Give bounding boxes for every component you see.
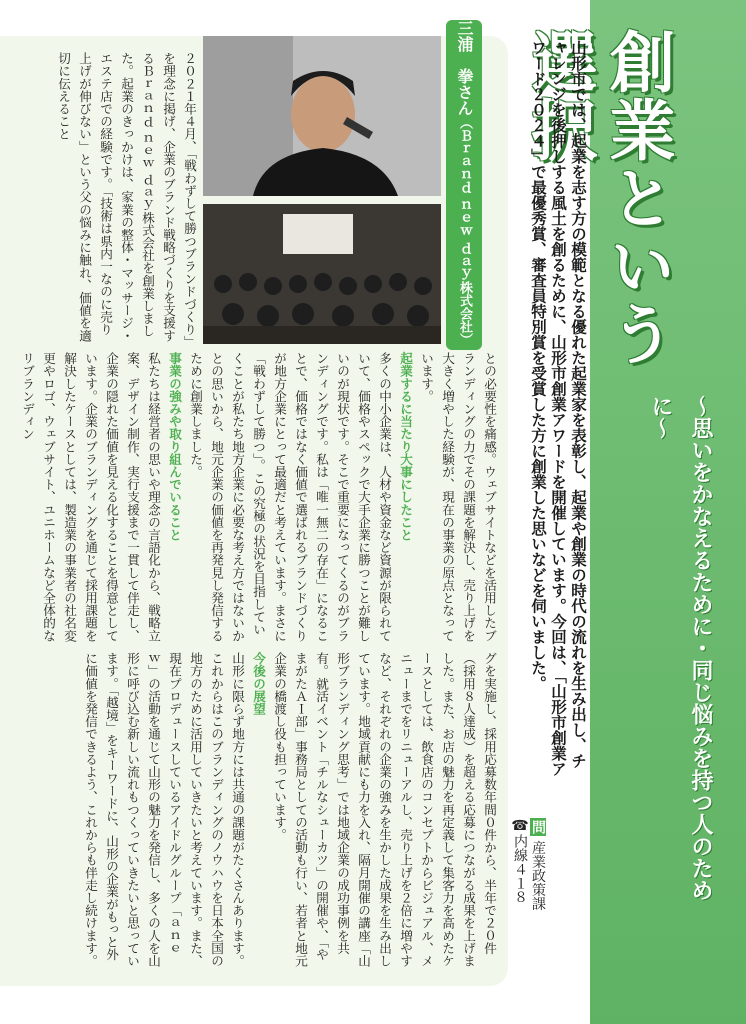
- col2-text-a: との必要性を痛感。ウェブサイトなどを活用したブランディングの力でその課題を解決し、売り上げを大きく増やした経験が、現在の事業の原点となっています。: [419, 352, 497, 642]
- section-heading-2: 事業の強みや取り組んでいること: [167, 352, 182, 541]
- body-column-2: [10, 352, 500, 642]
- contact-info: [512, 818, 547, 998]
- col2-text-b: 多くの中小企業は、人材や資金など資源が限られていて、価格やスペックで大手企業に勝つことが難しいのが現状です。そこで重要になってくるのがブランディングです。私は「唯一無二の存在」になることで、価格ではなく価値で選ばれるブランドづくりが地方企業にとって最適だと考えています。まさに「戦わずして勝つ」。この究極の状況を目指していくことが私たち地方企業に必要な考え方ではないかとの思いから、地元企業の価値を再発見し発信するために創業しました。: [188, 352, 392, 642]
- page-subtitle: ～思いをかなえるために・同じ悩みを持つ人のために～: [648, 395, 713, 901]
- profile-name: 三浦 拳さん: [455, 20, 474, 116]
- contact-badge: 問: [530, 820, 546, 834]
- col3-text-a: グを実施し、採用応募数年間０件から、半年で２０件（採用８人達成）を超える応募につながる成果を上げました。また、お店の魅力を再定義して集客力を高めたケースとしては、飲食店のコンセプトからビジュアル、メニューまでをリニューアルし、売り上げを２倍に増やすなど、それぞれの企業の強みを生かした成果を生み出しています。地域貢献にも力を入れ、隔月開催の講座「山形ブランディング思考」では地域企業の成功事例を共有。就活イベント「チルなシューカツ」の開催や、「やまがたＡＩ部」事務局としての活動も行い、若者と地元企業の橋渡し役も担っています。: [272, 652, 497, 967]
- contact-department: 産業政策課: [530, 840, 546, 911]
- seminar-photo: [203, 204, 441, 344]
- lead-text: 山形市では、起業を志す方の模範となる優れた起業家を表彰し、起業や創業の時代の流れを生み出し、チャレンジを後押しする風土を創るために、山形市創業アワードを開催しています。今回は、「山形市創業アワード２０２４」で最優秀賞、審査員特別賞を受賞した方に創業した思いなどを伺いました。: [529, 40, 587, 777]
- body-column-3: [10, 652, 500, 972]
- col2-text-c: 私たちは経営者の思いや理念の言語化から、戦略立案、デザイン制作、実行支援まで一貫して伴走し、企業の隠れた価値を見える化することを得意としています。企業のブランディングを通じて採用課題を解決したケースとしては、製造業の事業者の社名変更やロゴ、ウェブサイト、ユニホームなど全体的なリブランディン: [20, 352, 161, 642]
- contact-phone: ☎内線４１８: [512, 818, 528, 904]
- page-title: 創業という選択: [520, 28, 675, 368]
- profile-company: （Ｂｒａｎｄ ｎｅｗ ｄａｙ株式会社）: [457, 116, 472, 347]
- section-heading-3: 今後の展望: [251, 652, 266, 715]
- section-heading-1: 起業するに当たり大事にしたこと: [398, 352, 413, 541]
- col3-text-b: 山形に限らず地方には共通の課題がたくさんあります。これからはこのブランディングのノウハウを日本全国の地方のために活用していきたいと考えています。また、現在プロデュースしているアイドルグループ「ａｎｅｗ」の活動を通じて山形の魅力を発信し、多くの人を山形に呼び込む新しい流れもつくっていきたいと思っています。「越境」をキーワードに、山形の企業がもっと外に価値を発信できるよう、これからも伴走し続けます。: [83, 652, 245, 967]
- profile-name-bar: [446, 20, 482, 350]
- portrait-photo: [203, 36, 441, 196]
- body-column-1: ２０２１年４月、「戦わずして勝つブランドづくり」を理念に掲げ、企業のブランド戦略づくりを支援するＢｒａｎｄ ｎｅｗ ｄａｙ株式会社を創業しました。起業のきっかけは、家業の整体・マッサージ・エステ店での経験です。「技術は県内一なのに売り上げが伸びない」という父の悩みに触れ、価値を適切に伝えること: [56, 52, 197, 342]
